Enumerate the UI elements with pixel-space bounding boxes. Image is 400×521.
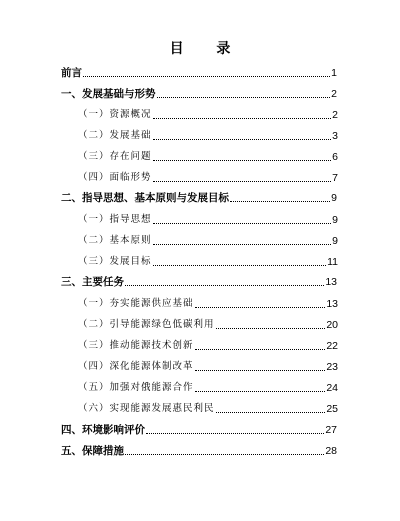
toc-page-number: 13 bbox=[325, 276, 337, 288]
toc-entry-label: （六）实现能源发展惠民利民 bbox=[78, 403, 215, 414]
toc-title: 目 录 bbox=[169, 41, 245, 57]
dot-leader bbox=[195, 391, 326, 392]
dot-leader bbox=[216, 412, 326, 413]
dot-leader bbox=[146, 433, 324, 434]
toc-page-number: 9 bbox=[332, 235, 338, 247]
toc-entry-label: （四）深化能源体制改革 bbox=[78, 361, 194, 372]
toc-entry-label: （二）发展基础 bbox=[78, 130, 152, 141]
dot-leader bbox=[125, 454, 324, 455]
toc-entry-label: （四）面临形势 bbox=[78, 172, 152, 183]
toc-entry-subsection[interactable] bbox=[78, 401, 338, 417]
toc-entry-subsection[interactable] bbox=[78, 359, 338, 375]
toc-page-number: 27 bbox=[325, 424, 337, 436]
toc-page-number: 6 bbox=[332, 151, 338, 163]
toc-entry-section-5[interactable] bbox=[61, 443, 337, 459]
toc-entry-label: （二）基本原则 bbox=[78, 235, 152, 246]
toc-page-number: 28 bbox=[325, 445, 337, 457]
toc-page-number: 20 bbox=[326, 319, 338, 331]
toc-page-number: 7 bbox=[332, 172, 338, 184]
toc-entry-label: （一）指导思想 bbox=[78, 214, 152, 225]
dot-leader bbox=[230, 201, 330, 202]
toc-entry-subsection[interactable] bbox=[78, 170, 338, 186]
toc-entry-subsection[interactable] bbox=[78, 338, 338, 354]
toc-entry-label: （三）存在问题 bbox=[78, 151, 152, 162]
dot-leader bbox=[195, 307, 326, 308]
dot-leader bbox=[153, 244, 332, 245]
toc-entry-label: （二）引导能源绿色低碳利用 bbox=[78, 319, 215, 330]
dot-leader bbox=[157, 97, 331, 98]
dot-leader bbox=[216, 328, 326, 329]
toc-entry-label: （五）加强对俄能源合作 bbox=[78, 382, 194, 393]
dot-leader bbox=[153, 265, 327, 266]
toc-entry-label: （三）发展目标 bbox=[78, 256, 152, 267]
toc-entry-subsection[interactable] bbox=[78, 107, 338, 123]
dot-leader bbox=[153, 223, 332, 224]
dot-leader bbox=[125, 285, 324, 286]
toc-entry-subsection[interactable] bbox=[78, 380, 338, 396]
toc-page-number: 1 bbox=[331, 67, 337, 79]
toc-entry-subsection[interactable] bbox=[78, 317, 338, 333]
toc-entry-label: 一、发展基础与形势 bbox=[61, 88, 156, 100]
toc-entry-section-2[interactable] bbox=[61, 190, 337, 206]
toc-page-number: 23 bbox=[326, 361, 338, 373]
toc-entry-label: 三、主要任务 bbox=[61, 276, 124, 288]
toc-entry-subsection[interactable] bbox=[78, 212, 338, 228]
dot-leader bbox=[153, 139, 332, 140]
toc-page-number: 3 bbox=[332, 130, 338, 142]
toc-entry-subsection[interactable] bbox=[78, 233, 338, 249]
toc-page-number: 13 bbox=[326, 298, 338, 310]
dot-leader bbox=[153, 160, 332, 161]
toc-entry-label: （一）夯实能源供应基础 bbox=[78, 298, 194, 309]
toc-page-number: 11 bbox=[327, 256, 338, 268]
toc-entry-subsection[interactable] bbox=[78, 254, 338, 270]
toc-page-number: 2 bbox=[332, 109, 338, 121]
dot-leader bbox=[153, 181, 332, 182]
toc-entry-label: 四、环境影响评价 bbox=[61, 424, 145, 436]
toc-page-number: 24 bbox=[326, 382, 338, 394]
toc-page-number: 2 bbox=[331, 88, 337, 100]
toc-entry-section-3[interactable] bbox=[61, 274, 337, 290]
toc-page-number: 9 bbox=[332, 214, 338, 226]
toc-entry-section-1[interactable] bbox=[61, 86, 337, 102]
dot-leader bbox=[153, 118, 332, 119]
toc-entry-preface[interactable] bbox=[61, 65, 337, 81]
toc-entry-subsection[interactable] bbox=[78, 128, 338, 144]
toc-entry-label: 前言 bbox=[61, 67, 82, 79]
dot-leader bbox=[83, 76, 330, 77]
toc-entry-subsection[interactable] bbox=[78, 149, 338, 165]
toc-page-number: 9 bbox=[331, 192, 337, 204]
toc-page-number: 22 bbox=[326, 340, 338, 352]
toc-entry-subsection[interactable] bbox=[78, 296, 338, 312]
dot-leader bbox=[195, 349, 326, 350]
toc-entry-label: （一）资源概况 bbox=[78, 109, 152, 120]
toc-entry-section-4[interactable] bbox=[61, 422, 337, 438]
toc-entry-label: 二、指导思想、基本原则与发展目标 bbox=[61, 192, 229, 204]
toc-entry-label: （三）推动能源技术创新 bbox=[78, 340, 194, 351]
toc-page-number: 25 bbox=[326, 403, 338, 415]
toc-entry-label: 五、保障措施 bbox=[61, 445, 124, 457]
dot-leader bbox=[195, 370, 326, 371]
